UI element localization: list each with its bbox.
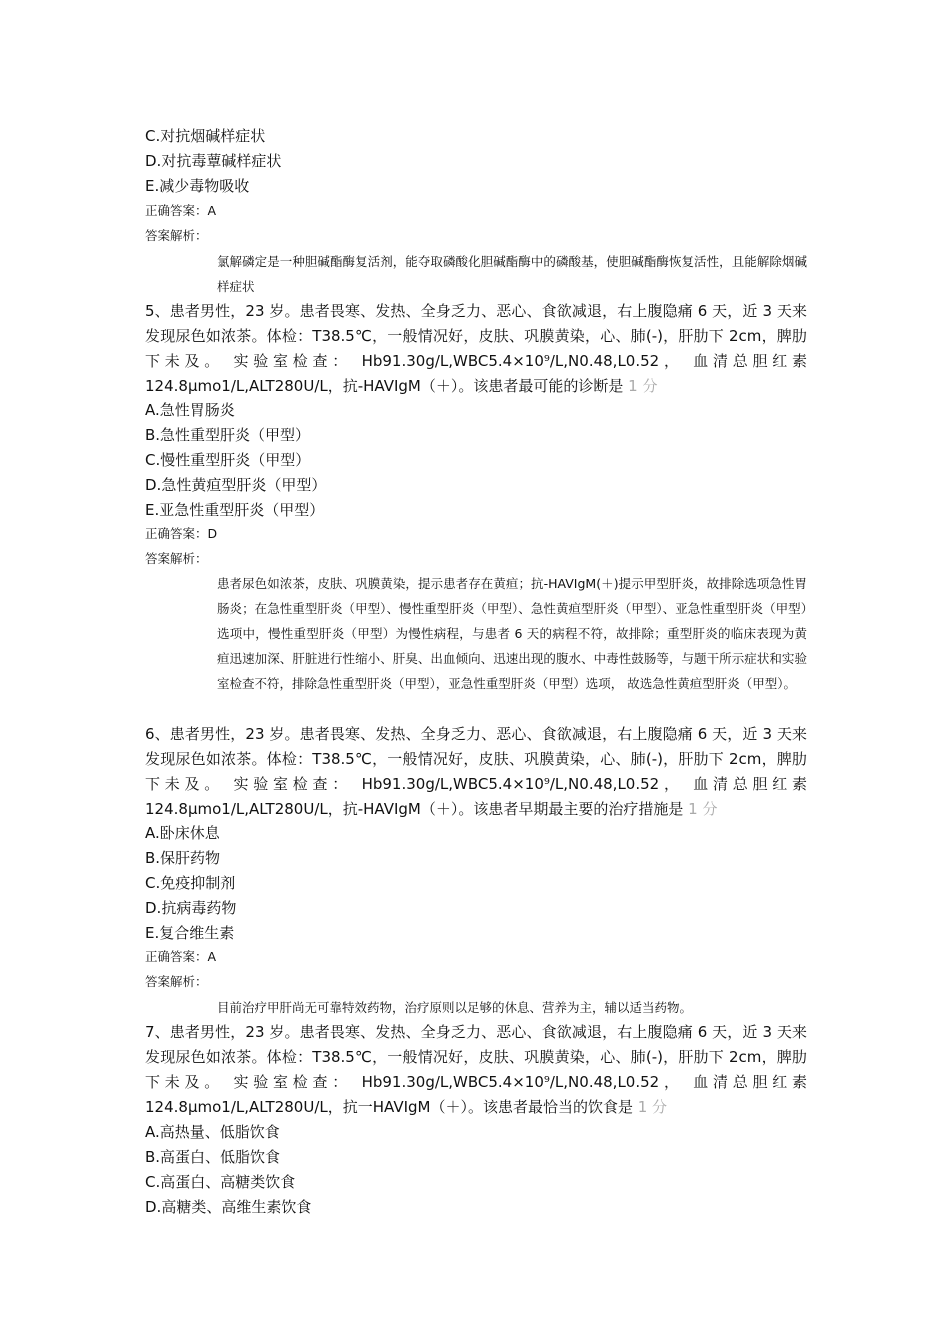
option-b: B.保肝药物 xyxy=(145,849,221,867)
option-e: E.复合维生素 xyxy=(145,924,235,942)
correct-answer: 正确答案：A xyxy=(145,949,217,964)
option-a: A.卧床休息 xyxy=(145,824,220,842)
question-6 xyxy=(145,722,807,822)
question-text: 5、患者男性，23 岁。患者畏寒、发热、全身乏力、恶心、食欲减退，右上腹隐痛 6 天，近 3 天来发现尿色如浓茶。体检：T38.5℃，一般情况好，皮肤、巩膜黄染，心、肺(-)，肝肋下 2cm，脾肋下未及。 实验室检查： Hb91.30g/L,WBC5.4×10⁹/L,N0.48,L0.52， 血清总胆红素124.8μmo1/L,ALT280U/L，抗-HAVIgM（＋）。该患者最可能的诊断是 xyxy=(145,302,807,395)
option-a: A.高热量、低脂饮食 xyxy=(145,1123,280,1141)
analysis-text: 目前治疗甲肝尚无可靠特效药物，治疗原则以足够的休息、营养为主，辅以适当药物。 xyxy=(217,1000,693,1015)
question-text: 7、患者男性，23 岁。患者畏寒、发热、全身乏力、恶心、食欲减退，右上腹隐痛 6 天，近 3 天来发现尿色如浓茶。体检：T38.5℃，一般情况好，皮肤、巩膜黄染，心、肺(-)，肝肋下 2cm，脾肋下未及。 实验室检查： Hb91.30g/L,WBC5.4×10⁹/L,N0.48,L0.52， 血清总胆红素124.8μmo1/L,ALT280U/L，抗一HAVIgM（＋）。该患者最恰当的饮食是 xyxy=(145,1023,807,1116)
question-score: 1 分 xyxy=(688,800,718,818)
correct-answer: 正确答案：D xyxy=(145,526,218,541)
option-b: B.急性重型肝炎（甲型） xyxy=(145,426,311,444)
analysis-text: 患者尿色如浓茶，皮肤、巩膜黄染，提示患者存在黄疸；抗-HAVIgM(＋)提示甲型肝炎，故排除选项急性胃肠炎；在急性重型肝炎（甲型）、慢性重型肝炎（甲型）、急性黄疸型肝炎（甲型）、亚急性重型肝炎（甲型）选项中，慢性重型肝炎（甲型）为慢性病程，与患者 6 天的病程不符，故排除；重型肝炎的临床表现为黄疸迅速加深、肝脏进行性缩小、肝臭、出血倾向、迅速出现的腹水、中毒性鼓肠等，与题干所示症状和实验室检查不符，排除急性重型肝炎（甲型），亚急性重型肝炎（甲型）选项， 故选急性黄疸型肝炎（甲型）。 xyxy=(217,576,807,691)
option-c: C.高蛋白、高糖类饮食 xyxy=(145,1173,296,1191)
option-b: B.高蛋白、低脂饮食 xyxy=(145,1148,281,1166)
option-e: E.减少毒物吸收 xyxy=(145,177,250,195)
option-e: E.亚急性重型肝炎（甲型） xyxy=(145,501,325,519)
question-score: 1 分 xyxy=(637,1098,668,1116)
analysis-text: 氯解磷定是一种胆碱酯酶复活剂，能夺取磷酸化胆碱酯酶中的磷酸基，使胆碱酯酶恢复活性，且能解除烟碱样症状 xyxy=(217,254,807,294)
question-text: 6、患者男性，23 岁。患者畏寒、发热、全身乏力、恶心、食欲减退，右上腹隐痛 6 天，近 3 天来发现尿色如浓茶。体检：T38.5℃，一般情况好，皮肤、巩膜黄染，心、肺(-)，肝肋下 2cm，脾肋下未及。 实验室检查： Hb91.30g/L,WBC5.4×10⁹/L,N0.48,L0.52， 血清总胆红素124.8μmo1/L,ALT280U/L，抗-HAVIgM（＋）。该患者早期最主要的治疗措施是 xyxy=(145,725,807,818)
analysis-label: 答案解析： xyxy=(145,228,208,243)
option-c: C.免疫抑制剂 xyxy=(145,874,236,892)
option-c: C.对抗烟碱样症状 xyxy=(145,127,266,145)
option-a: A.急性胃肠炎 xyxy=(145,401,235,419)
option-d: D.对抗毒蕈碱样症状 xyxy=(145,152,282,170)
question-7 xyxy=(145,1020,807,1120)
analysis-label: 答案解析： xyxy=(145,551,208,566)
option-d: D.急性黄疸型肝炎（甲型） xyxy=(145,476,327,494)
correct-answer: 正确答案：A xyxy=(145,203,217,218)
option-d: D.高糖类、高维生素饮食 xyxy=(145,1198,312,1216)
option-c: C.慢性重型肝炎（甲型） xyxy=(145,451,311,469)
analysis-label: 答案解析： xyxy=(145,974,208,989)
question-5 xyxy=(145,299,807,399)
question-score: 1 分 xyxy=(628,377,658,395)
option-d: D.抗病毒药物 xyxy=(145,899,237,917)
